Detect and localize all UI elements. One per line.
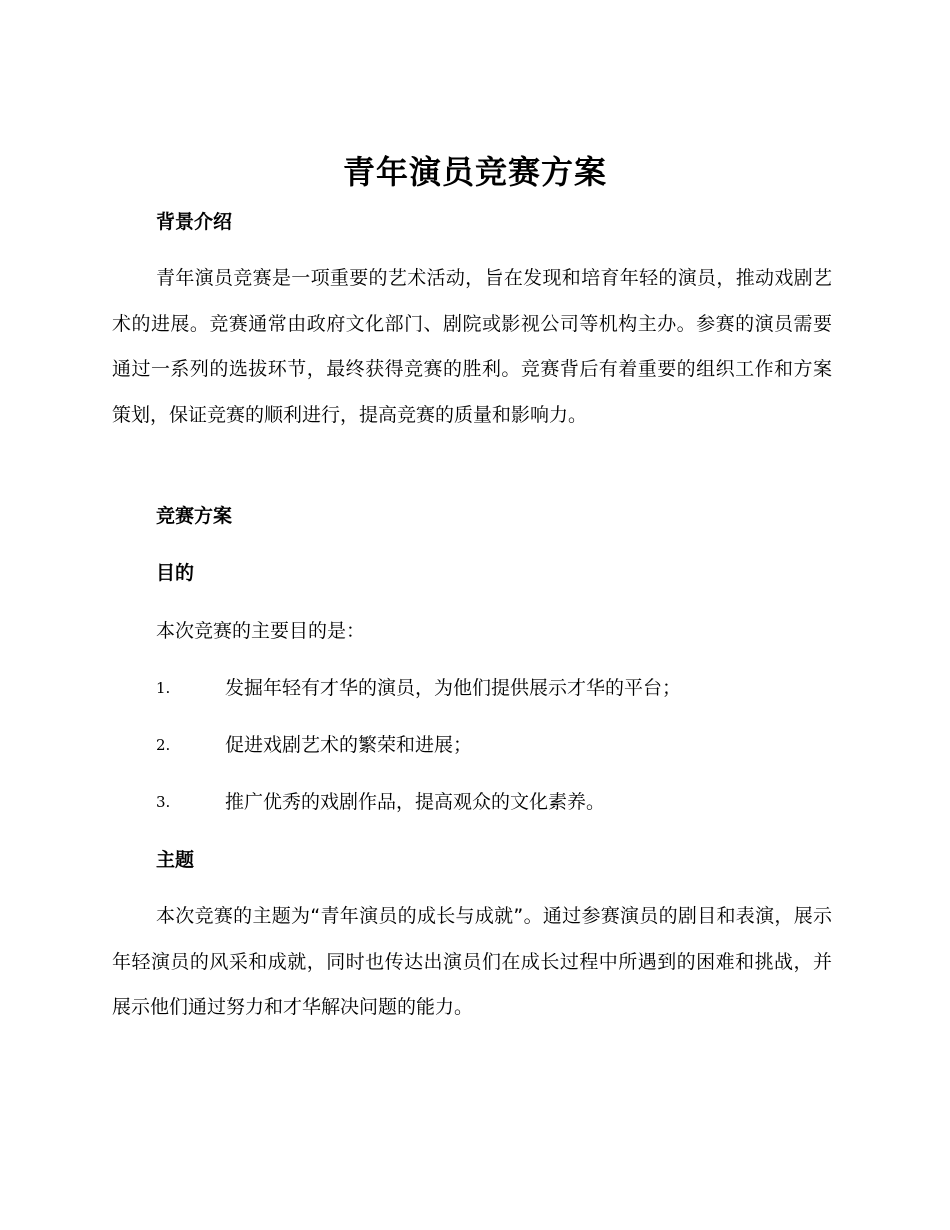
document-title: 青年演员竞赛方案 — [342, 153, 607, 191]
section-heading-plan: 竞赛方案 — [156, 505, 233, 527]
purpose-intro: 本次竞赛的主要目的是： — [156, 620, 366, 642]
section-heading-theme: 主题 — [156, 849, 195, 871]
list-item-text: 推广优秀的戏剧作品，提高观众的文化素养。 — [225, 791, 606, 813]
section-heading-purpose: 目的 — [156, 562, 195, 584]
list-item — [156, 731, 836, 759]
list-item-number: 1. — [156, 679, 171, 697]
list-item-number: 2. — [156, 736, 171, 754]
list-item-text: 发掘年轻有才华的演员，为他们提供展示才华的平台； — [225, 677, 682, 699]
background-paragraph: 青年演员竞赛是一项重要的艺术活动，旨在发现和培育年轻的演员，推动戏剧艺术的进展。竞赛通常由政府文化部门、剧院或影视公司等机构主办。参赛的演员需要通过一系列的选拔环节，最终获得竞赛的胜利。竞赛背后有着重要的组织工作和方案策划，保证竞赛的顺利进行，提高竞赛的质量和影响力。 — [112, 267, 832, 426]
list-item-text: 促进戏剧艺术的繁荣和进展； — [225, 734, 473, 756]
section-heading-background: 背景介绍 — [156, 211, 233, 233]
theme-paragraph: 本次竞赛的主题为“青年演员的成长与成就”。通过参赛演员的剧目和表演，展示年轻演员的风采和成就，同时也传达出演员们在成长过程中所遇到的困难和挑战，并展示他们通过努力和才华解决问题的能力。 — [112, 905, 832, 1018]
list-item — [156, 674, 836, 702]
list-item-number: 3. — [156, 793, 171, 811]
list-item — [156, 788, 836, 816]
